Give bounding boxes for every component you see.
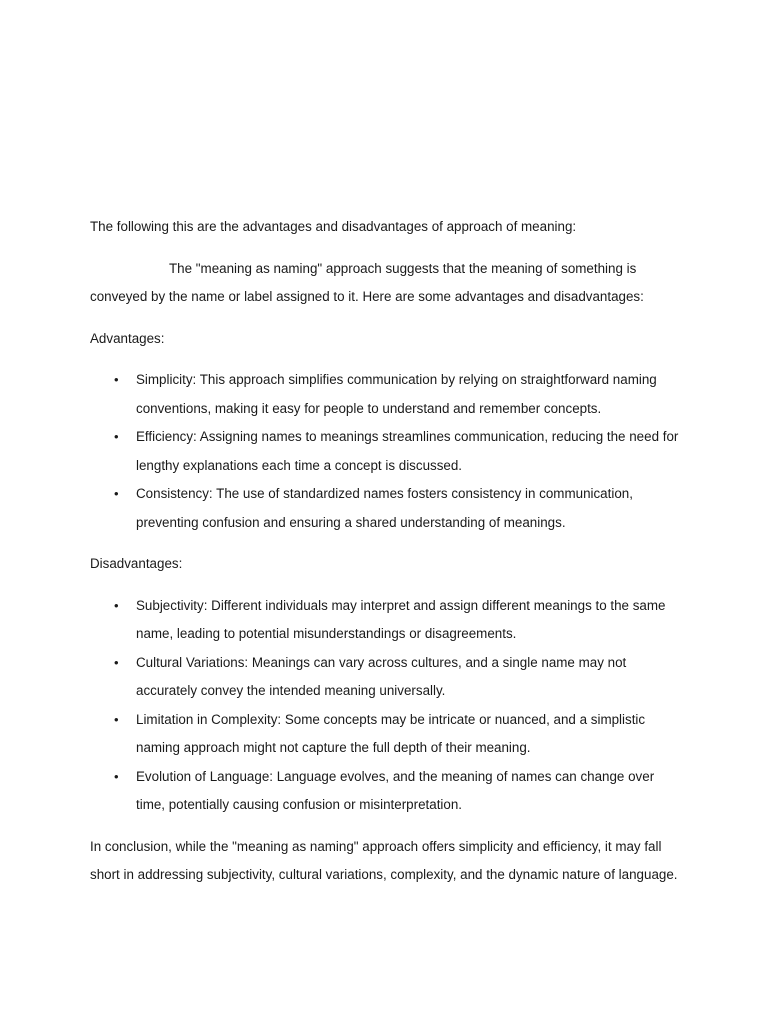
conclusion-paragraph: In conclusion, while the "meaning as naming" approach offers simplicity and efficiency, it may fall short in addressing subjectivity, cultural variations, complexity, and the dynamic nature of language. (90, 838, 678, 882)
description-paragraph: The "meaning as naming" approach suggests that the meaning of something is conveyed by the name or label assigned to it. Here are some advantages and disadvantages: (90, 260, 644, 304)
bullet-icon: • (114, 768, 119, 784)
bullet-icon: • (114, 429, 119, 444)
disadvantage-text: Evolution of Language: Language evolves, and the meaning of names can change over time, potentially causing confusion or misinterpretation. (136, 768, 655, 812)
list-item (114, 423, 680, 480)
list-item (114, 592, 680, 649)
bullet-icon: • (114, 711, 119, 727)
intro-paragraph: The following this are the advantages and disadvantages of approach of meaning: (90, 219, 577, 234)
bullet-icon: • (114, 654, 119, 670)
disadvantage-text: Limitation in Complexity: Some concepts may be intricate or nuanced, and a simplistic naming approach might not capture the full depth of their meaning. (136, 711, 646, 755)
advantage-text: Consistency: The use of standardized names fosters consistency in communication, preventing confusion and ensuring a shared understanding of meanings. (136, 486, 633, 530)
bullet-icon: • (114, 597, 119, 613)
list-item (114, 480, 680, 537)
list-item (114, 706, 680, 763)
document-body (90, 213, 680, 890)
disadvantage-text: Subjectivity: Different individuals may interpret and assign different meanings to the same name, leading to potential misunderstandings or disagreements. (136, 597, 666, 641)
advantages-heading: Advantages: (90, 330, 165, 346)
advantage-text: Simplicity: This approach simplifies communication by relying on straightforward naming conventions, making it easy for people to understand and remember concepts. (136, 372, 657, 416)
disadvantages-list (90, 592, 680, 820)
list-item (114, 763, 680, 820)
disadvantage-text: Cultural Variations: Meanings can vary across cultures, and a single name may not accurately convey the intended meaning universally. (136, 654, 627, 698)
list-item (114, 649, 680, 706)
bullet-icon: • (114, 372, 119, 387)
disadvantages-heading: Disadvantages: (90, 556, 183, 571)
advantages-list (90, 366, 680, 537)
list-item (114, 366, 680, 423)
bullet-icon: • (114, 486, 119, 501)
advantage-text: Efficiency: Assigning names to meanings streamlines communication, reducing the need for lengthy explanations each time a concept is discussed. (136, 429, 679, 473)
